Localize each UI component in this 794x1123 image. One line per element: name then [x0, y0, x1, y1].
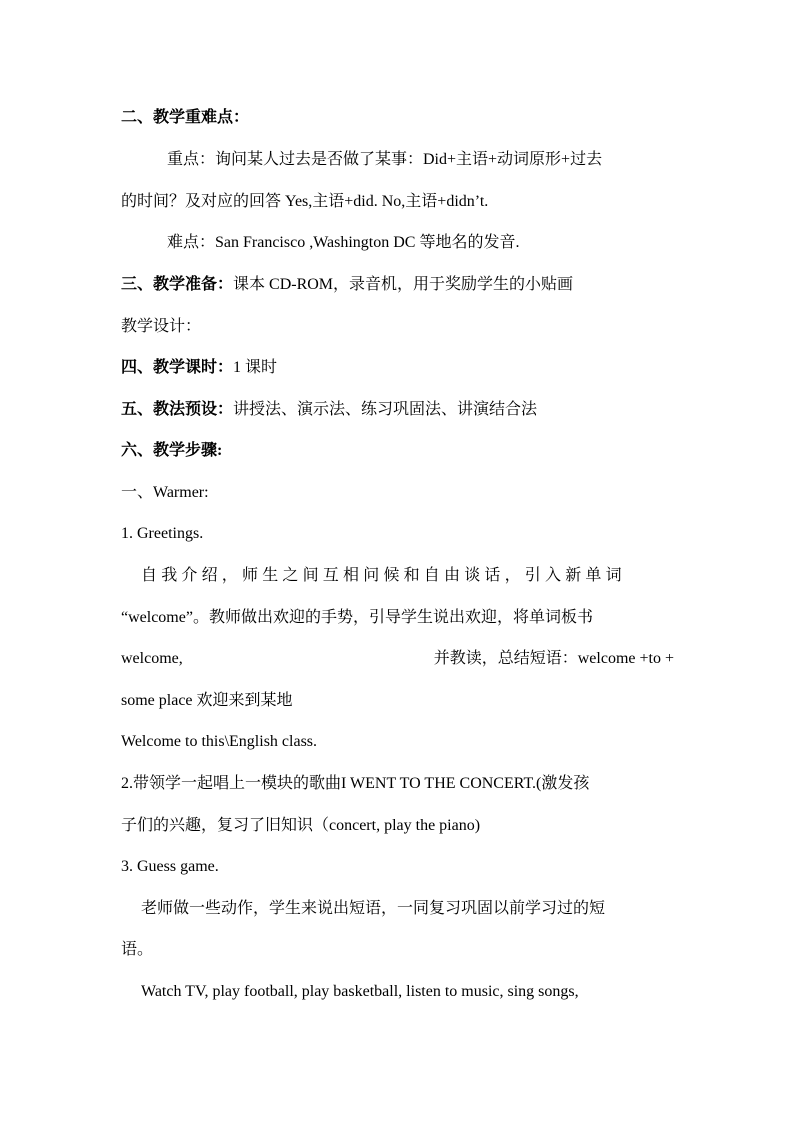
- item-2-line-2: 子们的兴趣，复习了旧知识（concert, play the piano): [121, 817, 481, 834]
- section-5-label: 五、教法预设：: [121, 401, 234, 418]
- item-2-line-1: 2.带领学一起唱上一模块的歌曲I WENT TO THE CONCERT.(激发孩: [121, 775, 590, 792]
- intro-line-3-left: welcome,: [121, 650, 183, 667]
- section-6-heading: 六、教学步骤:: [121, 442, 223, 459]
- section-5-text: 讲授法、演示法、练习巩固法、讲演结合法: [233, 401, 538, 418]
- section-4-line: [121, 357, 674, 379]
- item-1-greetings: 1. Greetings.: [121, 525, 204, 542]
- phrases-line: Watch TV, play football, play basketball, listen to music, sing songs,: [141, 983, 579, 1000]
- section-3-label: 三、教学准备：: [121, 276, 234, 293]
- section-2-heading: 二、教学重难点：: [121, 109, 250, 126]
- section-5-line: [121, 399, 674, 421]
- difficulty-line: 难点：San Francisco ,Washington DC 等地名的发音.: [167, 234, 520, 251]
- section-3-text: 课本 CD-ROM，录音机，用于奖励学生的小贴画: [233, 276, 574, 293]
- section-4-text: 1 课时: [233, 359, 278, 376]
- key-point-line-1: 重点：询问某人过去是否做了某事：Did+主语+动词原形+过去: [167, 151, 603, 168]
- intro-line-2: “welcome”。教师做出欢迎的手势，引导学生说出欢迎，将单词板书: [121, 609, 593, 626]
- design-line: 教学设计：: [121, 318, 202, 335]
- section-4-label: 四、教学课时：: [121, 359, 234, 376]
- welcome-example: Welcome to this\English class.: [121, 733, 318, 750]
- section-3-line: [121, 274, 674, 296]
- step-1-heading: 一、Warmer:: [121, 484, 209, 501]
- key-point-line-2: 的时间？及对应的回答 Yes,主语+did. No,主语+didn’t.: [121, 193, 489, 210]
- guess-line-2: 语。: [121, 941, 154, 958]
- intro-line-1: 自我介绍，师生之间互相问候和自由谈话，引入新单词: [141, 567, 626, 584]
- intro-line-3: [121, 648, 674, 670]
- intro-line-3-right: 并教读，总结短语：welcome +to +: [433, 650, 674, 667]
- intro-line-4: some place 欢迎来到某地: [121, 692, 293, 709]
- item-3-guess-game: 3. Guess game.: [121, 858, 219, 875]
- guess-line-1: 老师做一些动作，学生来说出短语，一同复习巩固以前学习过的短: [141, 900, 606, 917]
